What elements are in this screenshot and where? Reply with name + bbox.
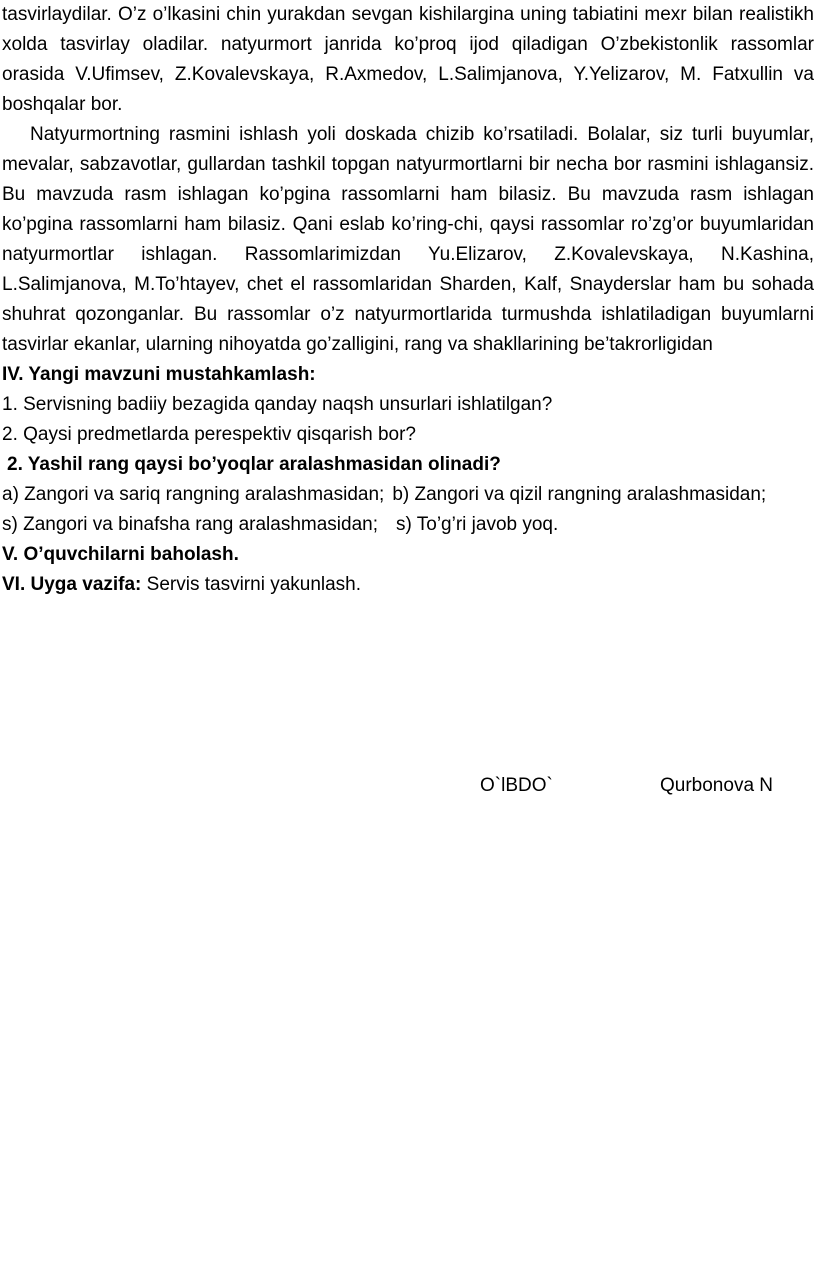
section-4-heading: IV. Yangi mavzuni mustahkamlash: — [2, 364, 316, 385]
paragraph-still-life: Natyurmortning rasmini ishlash yoli doskada chizib ko’rsatiladi. Bolalar, siz turli buyumlar, mevalar, sabzavotlar, gullardan tashkil topgan natyurmortlarni bir necha bor rasmini ishlagansiz. Bu mavzuda rasm ishlagan ko’pgina rassomlarni ham bilasiz. Bu mavzuda rasm ishlagan ko’pgina rassomlarni ham bilasiz. Qani eslab ko’ring-chi, qaysi rassomlar ro’zg’or buyumlaridan natyurmortlar ishlagan. Rassomlarimizdan Yu.Elizarov, Z.Kovalevskaya, N.Kashina, L.Salimjanova, M.To’htayev, chet el rassomlaridan Sharden, Kalf, Snayderslar ham bu sohada shuhrat qozonganlar. Bu rassomlar o’z natyurmortlarida turmushda ishlatiladigan buyumlarni tasvirlar ekanlar, ularning nihoyatda go’zalligini, rang va shakllarining be’takrorligidan — [2, 124, 814, 355]
answer-b: b) Zangori va qizil rangning aralashmasidan; — [392, 484, 767, 505]
question-1: 1. Servisning badiiy bezagida qanday naqsh unsurlari ishlatilgan? — [2, 394, 553, 415]
answers-row-1 — [2, 480, 814, 510]
answer-s2: s) To’g’ri javob yoq. — [395, 514, 559, 535]
section-6-text: Servis tasvirni yakunlash. — [141, 574, 362, 595]
signature-role: O`lBDO` — [480, 775, 553, 796]
document-page — [0, 0, 816, 600]
section-5-heading: V. O’quvchilarni baholash. — [2, 544, 239, 565]
question-3: 2. Yashil rang qaysi bo’yoqlar aralashmasidan olinadi? — [7, 454, 501, 475]
section-6-label: VI. Uyga vazifa: — [2, 574, 142, 595]
answer-a: a) Zangori va sariq rangning aralashmasidan; — [2, 484, 385, 505]
section-6-line — [2, 570, 814, 600]
signature-name: Qurbonova N — [660, 775, 774, 796]
paragraph-intro: tasvirlaydilar. O’z o’lkasini chin yurakdan sevgan kishilargina uning tabiatini mexr bilan realistikh xolda tasvirlay oladilar. natyurmort janrida ko’proq ijod qiladigan O’zbekistonlik rassomlar orasida V.Ufimsev, Z.Kovalevskaya, R.Axmedov, L.Salimjanova, Y.Yelizarov, M. Fatxullin va boshqalar bor. — [2, 4, 814, 115]
signature-line — [0, 771, 816, 801]
answer-s1: s) Zangori va binafsha rang aralashmasidan; — [2, 514, 378, 535]
answers-row-2 — [2, 510, 814, 540]
question-2: 2. Qaysi predmetlarda perespektiv qisqarish bor? — [2, 424, 416, 445]
